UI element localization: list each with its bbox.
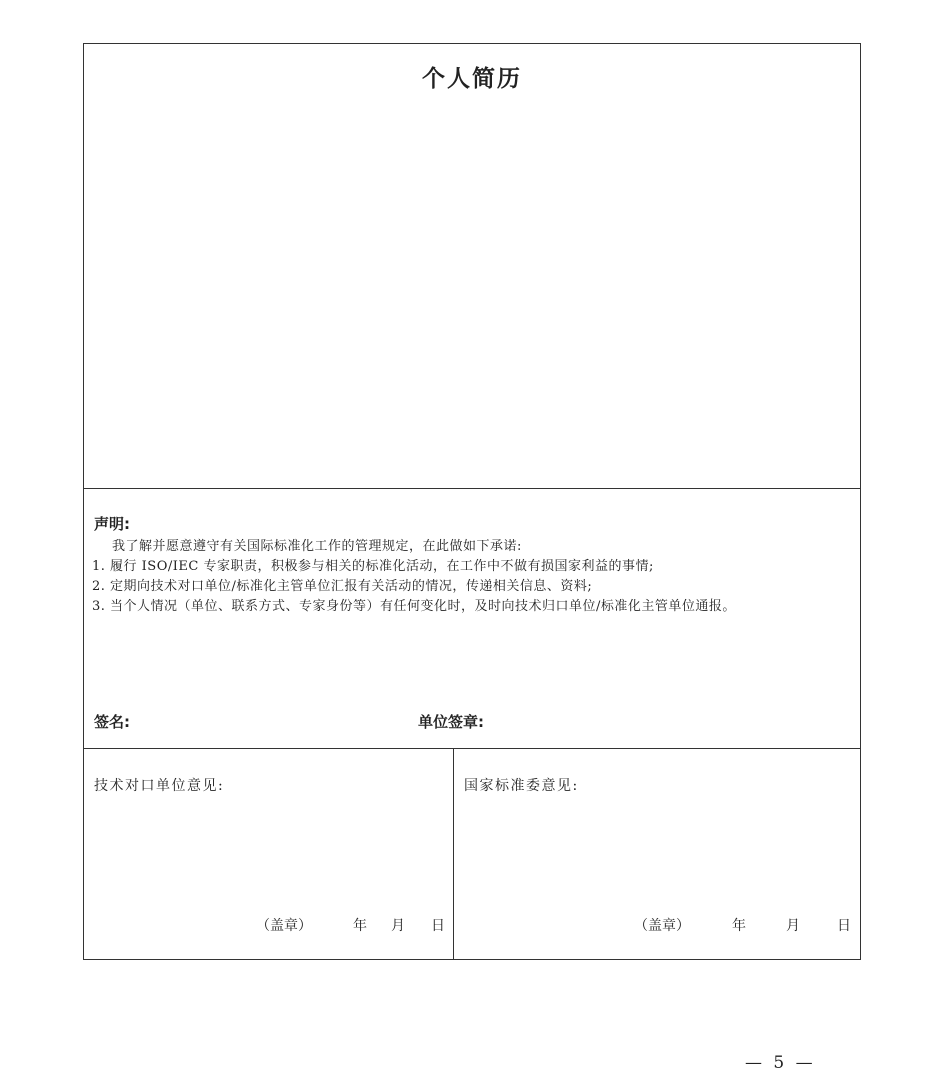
declaration-item-1: 1. 履行 ISO/IEC 专家职责，积极参与相关的标准化活动，在工作中不做有损国家利益的事情; [92,559,654,574]
declaration-intro: 我了解并愿意遵守有关国际标准化工作的管理规定，在此做如下承诺: [112,539,522,554]
sac-opinion-label: 国家标准委意见: [464,778,579,794]
declaration-item-3: 3. 当个人情况（单位、联系方式、专家身份等）有任何变化时，及时向技术归口单位/标准化主管单位通报。 [92,599,736,614]
technical-unit-stamp-label: （盖章） [256,918,312,934]
sac-stamp-label: （盖章） [634,918,690,934]
technical-unit-year-label: 年 [353,918,367,934]
sac-year-label: 年 [732,918,746,934]
technical-unit-opinion-label: 技术对口单位意见: [94,778,225,794]
opinions-section [84,749,860,959]
technical-unit-opinion-cell [84,749,454,959]
sac-day-label: 日 [837,918,851,934]
resume-section [84,44,860,489]
technical-unit-month-label: 月 [391,918,405,934]
declaration-section [84,489,860,749]
sac-month-label: 月 [786,918,800,934]
sac-opinion-cell [454,749,860,959]
unit-seal-label: 单位签章: [418,713,484,731]
technical-unit-day-label: 日 [431,918,445,934]
signature-label: 签名: [94,713,130,731]
resume-title: 个人简历 [422,66,522,92]
declaration-item-2: 2. 定期向技术对口单位/标准化主管单位汇报有关活动的情况，传递相关信息、资料; [92,579,593,594]
page-number: — 5 — [745,1053,816,1073]
application-form [83,43,861,960]
declaration-title: 声明: [94,515,130,533]
declaration-body [92,537,854,617]
